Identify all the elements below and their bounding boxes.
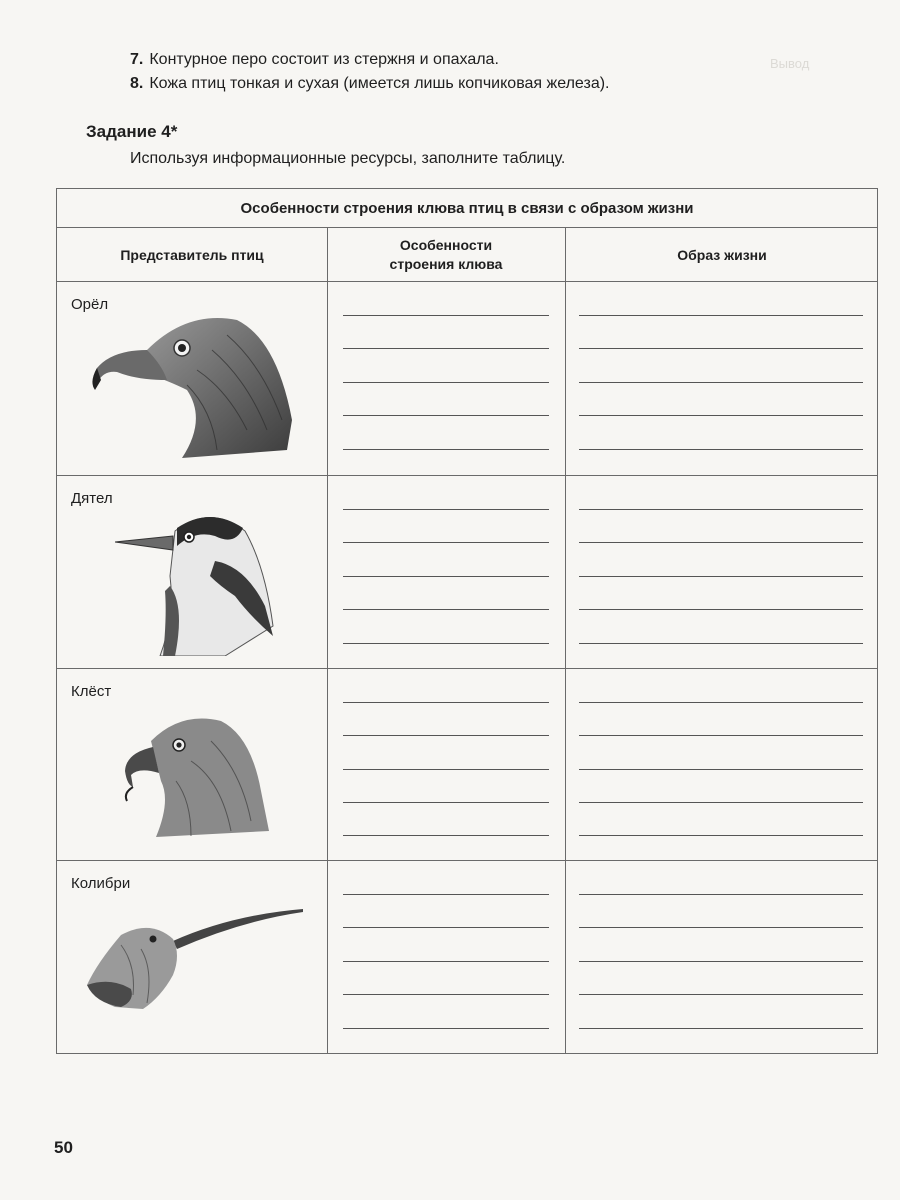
answer-line: [343, 643, 549, 644]
table-row: [57, 282, 877, 476]
answer-line: [343, 927, 549, 928]
answer-line: [343, 542, 549, 543]
answer-line: [579, 542, 863, 543]
statement-item: 8. Кожа птиц тонкая и сухая (имеется лишь копчиковая железа).: [130, 75, 610, 92]
crossbill-head-icon: [121, 711, 271, 841]
bird-name: Колибри: [71, 875, 131, 892]
answer-line: [343, 835, 549, 836]
answer-line: [579, 735, 863, 736]
table-row: [57, 669, 877, 861]
answer-line: [579, 1028, 863, 1029]
answer-line: [579, 994, 863, 995]
answer-line: [343, 509, 549, 510]
woodpecker-head-icon: [115, 506, 275, 656]
header-beak: Особенности строения клюва: [389, 237, 503, 272]
answer-line: [343, 576, 549, 577]
eagle-head-icon: [87, 310, 297, 460]
hummingbird-head-icon: [81, 905, 311, 1015]
header-lifestyle: Образ жизни: [677, 246, 767, 263]
answer-line: [343, 315, 549, 316]
answer-line: [343, 449, 549, 450]
statement-item: 7. Контурное перо состоит из стержня и опахала.: [130, 51, 499, 68]
answer-line: [579, 927, 863, 928]
answer-line: [579, 643, 863, 644]
answer-line: [579, 769, 863, 770]
answer-line: [343, 415, 549, 416]
table-header-row: [57, 228, 877, 282]
answer-line: [343, 609, 549, 610]
answer-line: [343, 702, 549, 703]
answer-line: [579, 802, 863, 803]
answer-line: [343, 735, 549, 736]
task-instruction: Используя информационные ресурсы, заполните таблицу.: [130, 150, 566, 167]
table-row: [57, 861, 877, 1055]
header-bird: Представитель птиц: [120, 246, 264, 263]
bird-name: Дятел: [71, 490, 113, 507]
answer-line: [579, 382, 863, 383]
answer-line: [343, 961, 549, 962]
answer-line: [343, 894, 549, 895]
page-number: 50: [54, 1138, 73, 1157]
task-title: Задание 4*: [86, 122, 178, 141]
answer-line: [343, 382, 549, 383]
answer-line: [579, 415, 863, 416]
bleed-through-text: Вывод: [770, 56, 810, 71]
answer-line: [579, 449, 863, 450]
answer-line: [343, 1028, 549, 1029]
answer-line: [579, 348, 863, 349]
answer-line: [579, 576, 863, 577]
statement-list: [130, 48, 609, 96]
answer-line: [343, 769, 549, 770]
beak-table: [56, 188, 878, 1054]
answer-line: [579, 609, 863, 610]
answer-line: [579, 315, 863, 316]
answer-line: [343, 802, 549, 803]
answer-line: [579, 702, 863, 703]
answer-line: [579, 509, 863, 510]
table-title: Особенности строения клюва птиц в связи с образом жизни: [57, 189, 877, 228]
answer-line: [343, 994, 549, 995]
table-row: [57, 476, 877, 669]
answer-line: [579, 961, 863, 962]
answer-line: [343, 348, 549, 349]
bird-name: Орёл: [71, 296, 109, 313]
answer-line: [579, 894, 863, 895]
bird-name: Клёст: [71, 683, 112, 700]
answer-line: [579, 835, 863, 836]
